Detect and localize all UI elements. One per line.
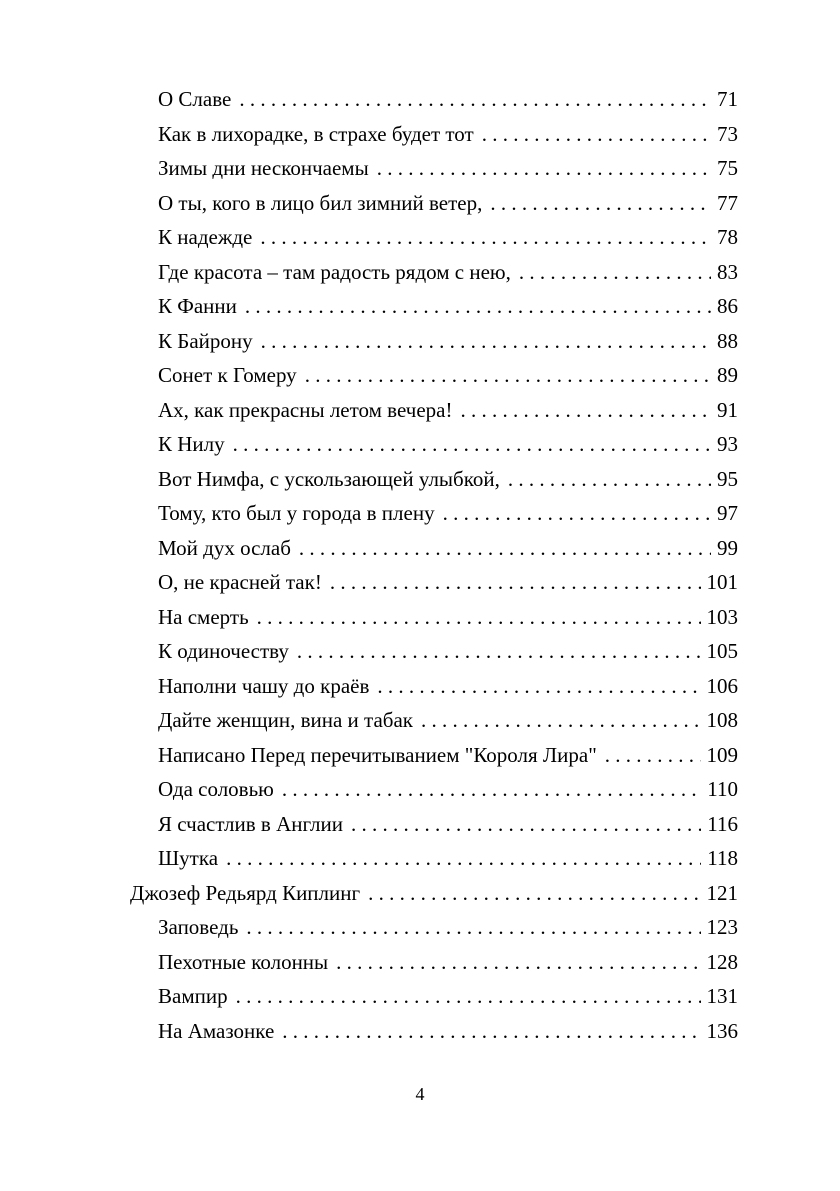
toc-entry-title: На смерть	[158, 604, 249, 629]
toc-entry-page: 95	[717, 466, 738, 491]
dot-leader	[519, 255, 711, 290]
dot-leader	[460, 393, 711, 428]
toc-entry-page: 109	[706, 742, 738, 767]
toc-entry[interactable]	[0, 634, 840, 669]
toc-entry-title: К надежде	[158, 225, 253, 249]
toc-entry-title: Где красота – там радость рядом с нею,	[158, 259, 511, 284]
toc-entry[interactable]	[0, 703, 840, 738]
toc-entry-page: 73	[717, 121, 738, 146]
toc-entry-page: 93	[717, 432, 738, 456]
toc-entry-title: Заповедь	[158, 915, 239, 939]
toc-entry-page: 131	[706, 984, 738, 1008]
dot-leader	[305, 358, 711, 393]
toc-entry-page: 118	[707, 846, 738, 870]
toc-entry[interactable]	[0, 117, 840, 152]
toc-entry-page: 86	[717, 294, 738, 318]
dot-leader	[368, 876, 700, 911]
toc-entry[interactable]	[0, 496, 840, 531]
toc-entry-page: 101	[706, 570, 738, 594]
toc-entry-page: 78	[717, 225, 738, 249]
dot-leader	[377, 151, 711, 186]
toc-entry-title: Шутка	[158, 846, 219, 870]
toc-entry[interactable]	[0, 462, 840, 497]
toc-entry[interactable]	[0, 807, 840, 842]
dot-leader	[482, 117, 711, 152]
toc-entry[interactable]	[0, 82, 840, 117]
dot-leader	[377, 669, 700, 704]
toc-entry[interactable]	[0, 427, 840, 462]
dot-leader	[605, 738, 701, 773]
toc-entry-page: 128	[706, 949, 738, 974]
toc-entry[interactable]	[0, 945, 840, 980]
toc-entry-title: Как в лихорадке, в страхе будет тот	[158, 121, 474, 146]
toc-entry[interactable]	[0, 669, 840, 704]
toc-entry[interactable]	[0, 738, 840, 773]
toc-entry-page: 91	[717, 397, 738, 422]
toc-entry-page: 83	[717, 259, 738, 284]
toc-entry-title: Наполни чашу до краёв	[158, 673, 370, 698]
toc-entry[interactable]	[0, 910, 840, 945]
toc-entry-page: 103	[706, 604, 738, 629]
toc-entry-page: 99	[717, 535, 738, 560]
toc-entry-title: О, не красней так!	[158, 570, 322, 594]
toc-entry-page: 108	[706, 708, 738, 732]
toc-entry[interactable]	[0, 565, 840, 600]
dot-leader	[421, 703, 701, 738]
dot-leader	[226, 841, 701, 876]
dot-leader	[246, 910, 700, 945]
toc-entry-title: Тому, кто был у города в плену	[158, 501, 435, 525]
toc-section-title: Джозеф Редьярд Киплинг	[130, 880, 361, 905]
toc-entry-title: Сонет к Гомеру	[158, 363, 297, 387]
toc-entry-title: К Фанни	[158, 294, 237, 318]
dot-leader	[336, 945, 700, 980]
toc-entry-title: О Славе	[158, 87, 232, 111]
toc-entry-page: 88	[717, 328, 738, 353]
toc-entry-title: Пехотные колонны	[158, 949, 329, 974]
toc-entry-title: К Байрону	[158, 328, 253, 353]
toc-entry-title: Написано Перед перечитыванием "Короля Лира"	[158, 742, 597, 767]
dot-leader	[297, 634, 701, 669]
toc-entry[interactable]	[0, 1014, 840, 1049]
toc-entry[interactable]	[0, 324, 840, 359]
toc-entry-page: 97	[717, 501, 738, 525]
toc-entry-title: Ах, как прекрасны летом вечера!	[158, 397, 453, 422]
toc-entry-page: 123	[706, 915, 738, 939]
dot-leader	[282, 772, 701, 807]
toc-entry-page: 71	[717, 87, 738, 111]
toc-entry-title: Вампир	[158, 984, 228, 1008]
toc-entry-page: 116	[707, 811, 738, 836]
toc-entry-title: Ода соловью	[158, 777, 274, 801]
toc-entry-page: 106	[706, 673, 738, 698]
dot-leader	[351, 807, 701, 842]
toc-entry[interactable]	[0, 393, 840, 428]
toc-entry-page: 75	[717, 156, 738, 180]
dot-leader	[443, 496, 711, 531]
toc-entry-page: 105	[706, 639, 738, 663]
dot-leader	[260, 220, 711, 255]
toc-entry-title: К Нилу	[158, 432, 225, 456]
dot-leader	[490, 186, 711, 221]
dot-leader	[257, 600, 701, 635]
dot-leader	[236, 979, 701, 1014]
toc-entry[interactable]	[0, 358, 840, 393]
toc-entry-page: 136	[706, 1018, 738, 1043]
toc-entry-page: 77	[717, 190, 738, 215]
toc-entry[interactable]	[0, 531, 840, 566]
dot-leader	[261, 324, 711, 359]
toc-entry[interactable]	[0, 600, 840, 635]
toc-entry-title: Я счастлив в Англии	[158, 811, 343, 836]
toc-entry[interactable]	[0, 979, 840, 1014]
toc-section-entry[interactable]	[0, 876, 840, 911]
table-of-contents	[0, 82, 840, 1048]
dot-leader	[245, 289, 711, 324]
toc-entry[interactable]	[0, 841, 840, 876]
toc-entry-title: О ты, кого в лицо бил зимний ветер,	[158, 190, 483, 215]
toc-entry-title: Мой дух ослаб	[158, 535, 291, 560]
toc-entry-page: 110	[707, 777, 738, 801]
toc-entry[interactable]	[0, 220, 840, 255]
page-number: 4	[415, 1084, 425, 1104]
toc-entry[interactable]	[0, 289, 840, 324]
toc-entry[interactable]	[0, 255, 840, 290]
dot-leader	[239, 82, 711, 117]
dot-leader	[299, 531, 711, 566]
toc-entry-page: 121	[706, 880, 738, 905]
dot-leader	[233, 427, 711, 462]
dot-leader	[508, 462, 711, 497]
toc-entry[interactable]	[0, 772, 840, 807]
toc-entry[interactable]	[0, 151, 840, 186]
toc-entry-page: 89	[717, 363, 738, 387]
toc-entry-title: Вот Нимфа, с ускользающей улыбкой,	[158, 466, 500, 491]
dot-leader	[330, 565, 701, 600]
toc-entry-title: На Амазонке	[158, 1018, 275, 1043]
toc-entry-title: К одиночеству	[158, 639, 289, 663]
toc-entry-title: Дайте женщин, вина и табак	[158, 708, 413, 732]
toc-entry-title: Зимы дни нескончаемы	[158, 156, 369, 180]
toc-entry[interactable]	[0, 186, 840, 221]
dot-leader	[282, 1014, 700, 1049]
